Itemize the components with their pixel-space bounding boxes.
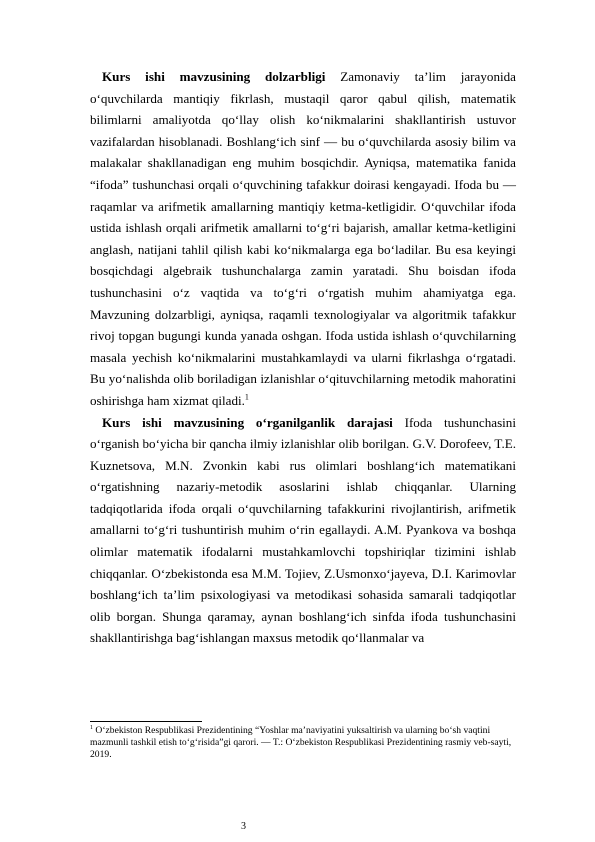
heading-study-level: Kurs ishi mavzusining o‘rganilganlik darajasi bbox=[102, 414, 393, 430]
heading-relevance: Kurs ishi mavzusining dolzarbligi bbox=[102, 69, 326, 84]
page-body bbox=[90, 66, 516, 649]
footnote-number: 1 bbox=[90, 724, 93, 731]
text-relevance: Zamonaviy ta’lim jarayonida o‘quvchilarda mantiqiy fikrlash, mustaqil qaror qabul qilish, matematik bilimlarni amaliyotda qo‘llay olish ko‘nikmalarini shakllantirish ustuvor vazifalardan hisoblanadi. Boshlang‘ich sinf — bu o‘quvchilarda asosiy bilim va malakalar shakllanadigan eng muhim bosqichdir. Ayniqsa, matematika fanida “ifoda” tushunchasi orqali o‘quvchining tafakkur doirasi kengayadi. Ifoda bu — raqamlar va arifmetik amallarning mantiqiy ketma-ketligidir. O‘quvchilar ifoda ustida ishlash orqali arifmetik amallarni to‘g‘ri bajarish, amallar ketma-ketligini anglash, natijani tahlil qilish kabi ko‘nikmalarga ega bo‘ladilar. Bu esa keyingi bosqichdagi algebraik tushunchalarga zamin yaratadi. Shu boisdan ifoda tushunchasini o‘z vaqtida va to‘g‘ri o‘rgatish muhim ahamiyatga ega. Mavzuning dolzarbligi, ayniqsa, raqamli texnologiyalar va algoritmik tafakkur rivoj topgan bugungi kunda yanada oshgan. Ifoda ustida ishlash o‘quvchilarning masala yechish ko‘nikmalarini mustahkamlaydi va ularni fikrlashga o‘rgatadi. Bu yo‘nalishda olib boriladigan izlanishlar o‘qituvchilarning metodik mahoratini oshirishga ham xizmat qiladi. bbox=[90, 69, 516, 408]
paragraph-relevance bbox=[90, 66, 516, 412]
footnote-text: O‘zbekiston Respublikasi Prezidentining “Yoshlar ma’naviyatini yuksaltirish va ularning bo‘sh vaqtini mazmunli tashkil etish to‘g‘risida”gi qarori. — T.: O‘zbekiston Respublikasi Prezidentining rasmiy veb-sayti, 2019. bbox=[90, 725, 512, 760]
text-study-level: Ifoda tushunchasini o‘rganish bo‘yicha bir qancha ilmiy izlanishlar olib borilgan. G.V. Dorofeev, T.E. Kuznetsova, M.N. Zvonkin kabi rus olimlari boshlang‘ich matematikani o‘rgatishning nazariy-metodik asoslarini ishlab chiqqanlar. Ularning tadqiqotlarida ifoda orqali o‘quvchilarning tafakkurini rivojlantirish, arifmetik amallarni to‘g‘ri tushuntirish muhim o‘rin egallaydi. A.M. Pyankova va boshqa olimlar matematik ifodalarni mustahkamlovchi topshiriqlar tizimini ishlab chiqqanlar. O‘zbekistonda esa M.M. Tojiev, Z.Usmonxo‘jayeva, D.I. Karimovlar boshlang‘ich ta’lim psixologiyasi va metodikasi sohasida samarali tadqiqotlar olib borgan. Shunga qaramay, aynan boshlang‘ich sinfda ifoda tushunchasini shakllantirishga bag‘ishlangan maxsus metodik qo‘llanmalar va bbox=[90, 414, 516, 646]
paragraph-study-level bbox=[90, 412, 516, 650]
page-number: 3 bbox=[241, 821, 246, 832]
footnote-divider bbox=[90, 721, 202, 722]
footnote bbox=[90, 725, 530, 761]
footnote-reference[interactable]: 1 bbox=[244, 392, 249, 402]
